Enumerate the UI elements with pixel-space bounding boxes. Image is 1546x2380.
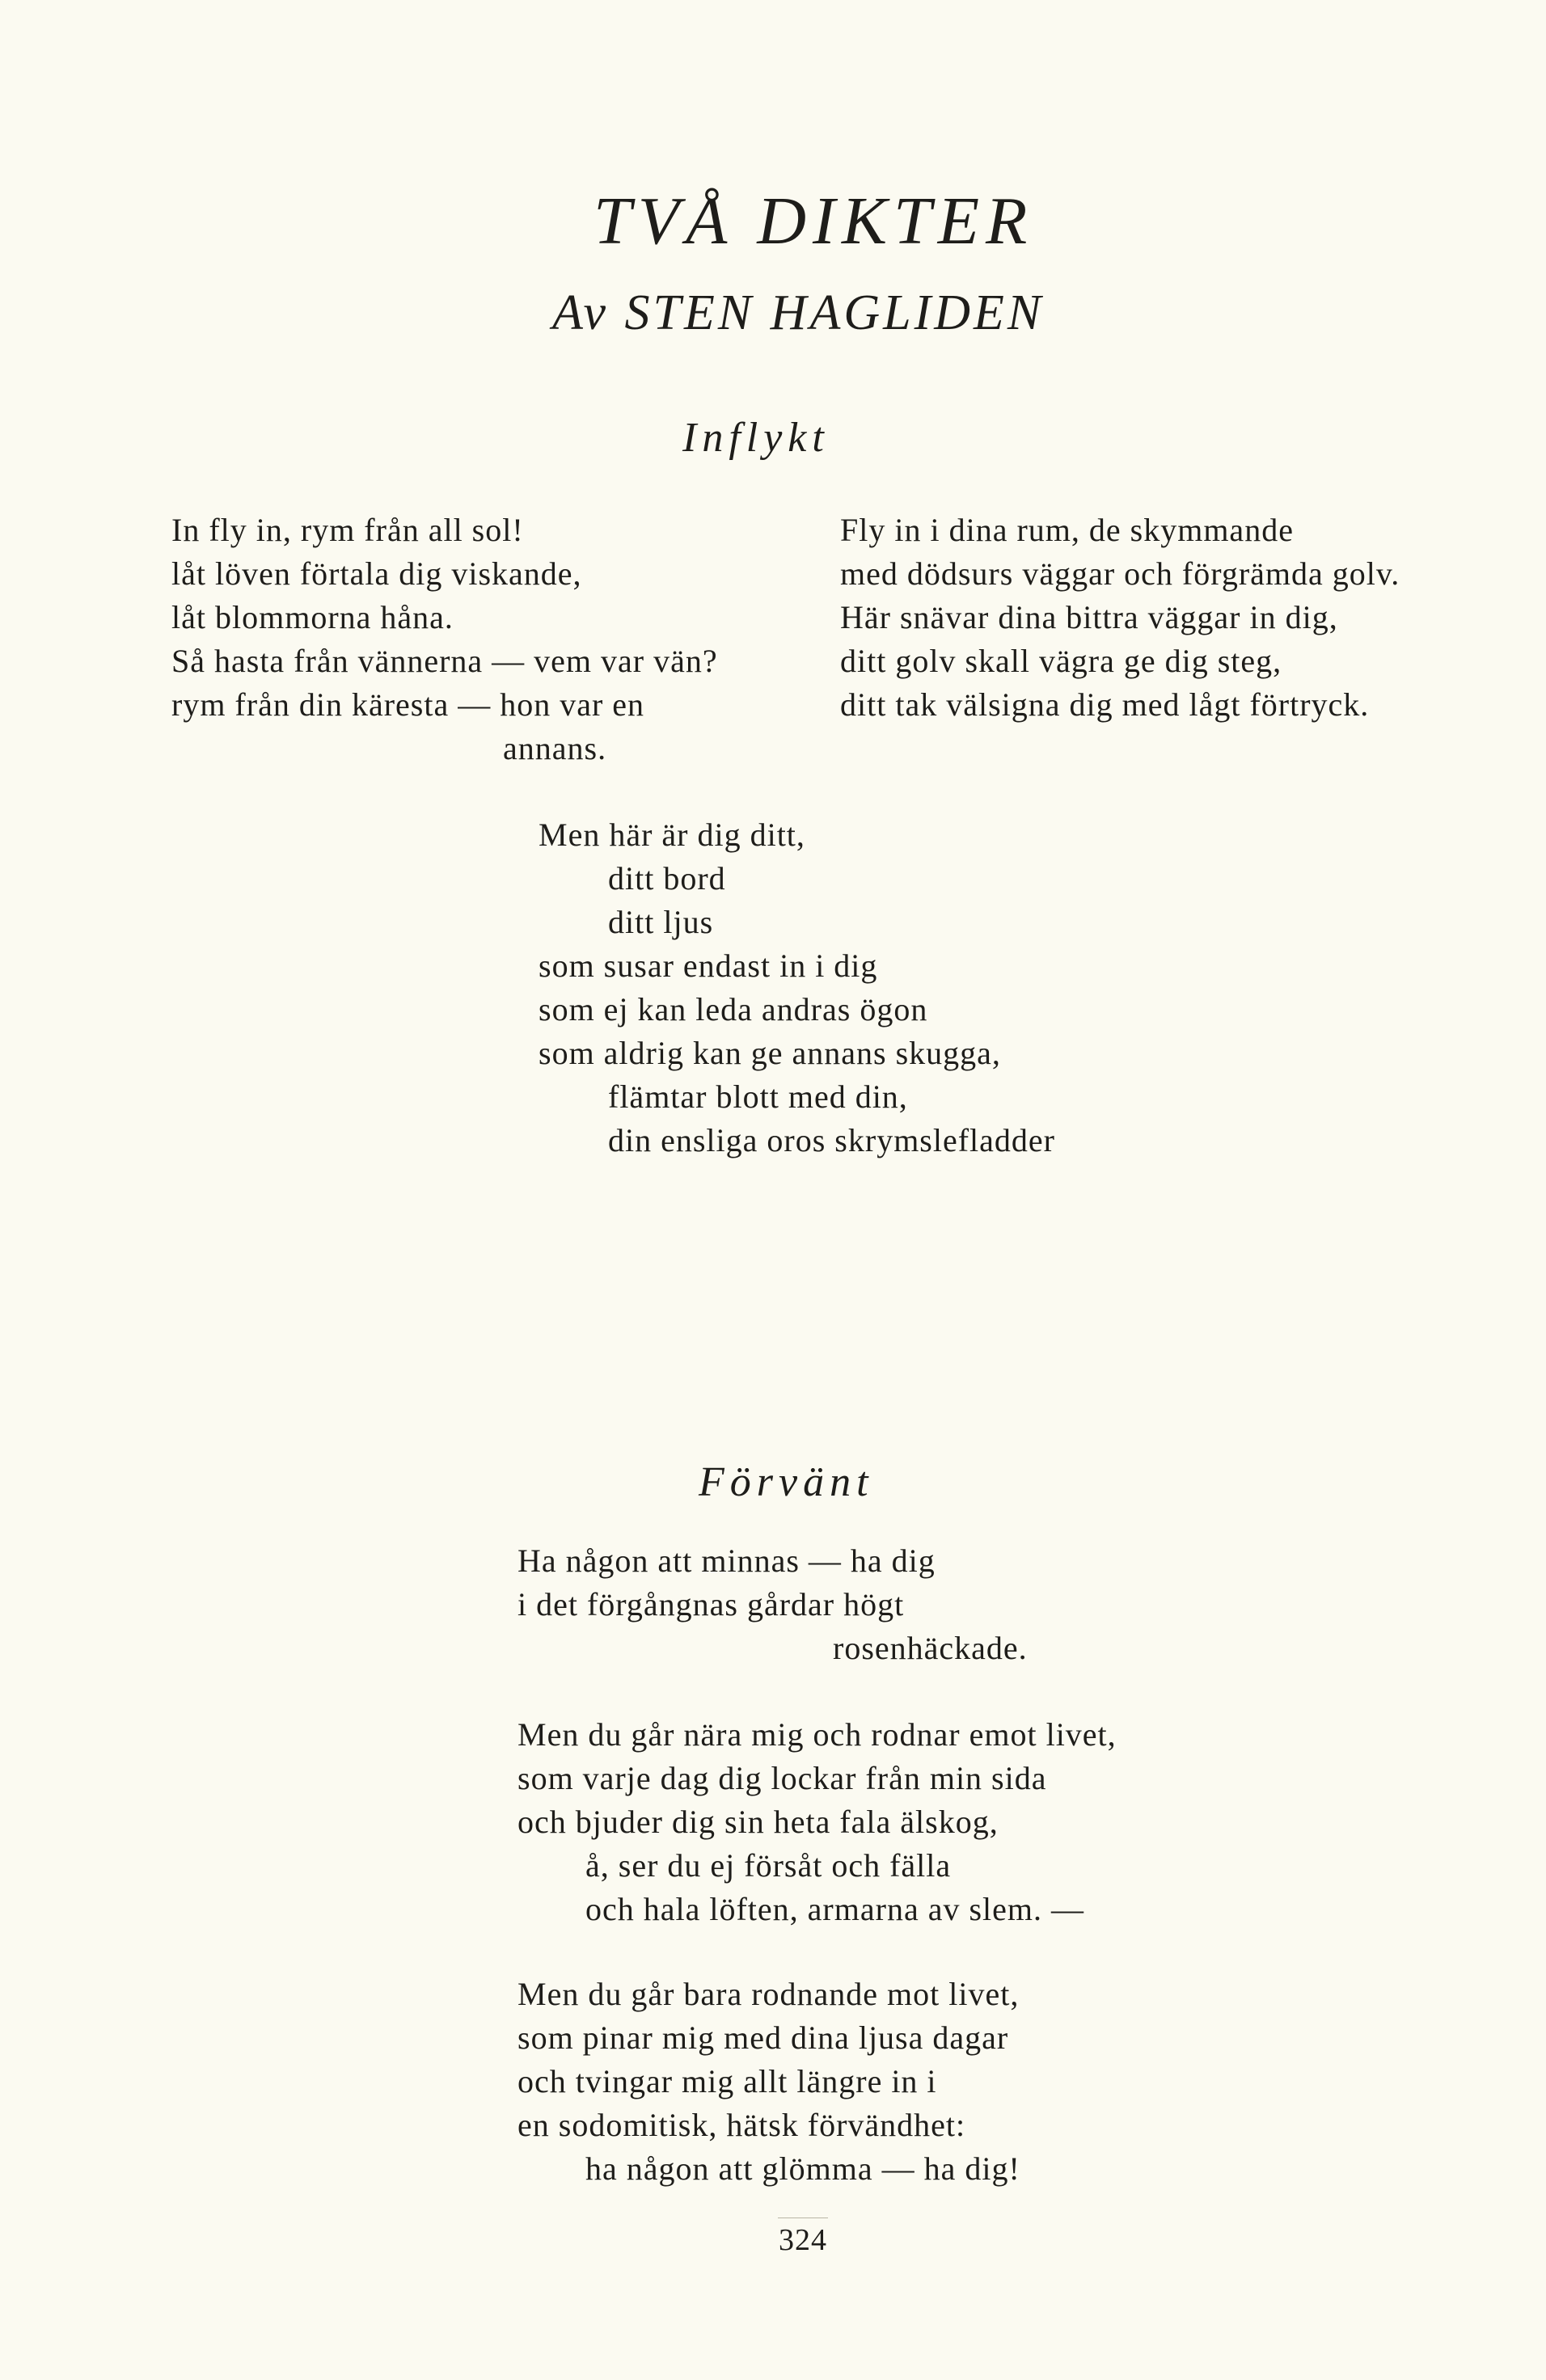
verse-line: en sodomitisk, hätsk förvändhet: — [517, 2107, 966, 2143]
verse-line: Men du går bara rodnande mot livet, — [517, 1976, 1020, 2012]
verse-line: som ej kan leda andras ögon — [539, 991, 928, 1028]
verse-line: Men här är dig ditt, — [539, 817, 805, 853]
verse-line: annans. — [503, 730, 607, 766]
poem1-left-stanza — [171, 508, 718, 770]
author-byline: Av STEN HAGLIDEN — [552, 285, 1045, 340]
verse-line: Här snävar dina bittra väggar in dig, — [840, 599, 1338, 635]
verse-line: rosenhäckade. — [833, 1630, 1028, 1666]
verse-line: Ha någon att minnas — ha dig — [517, 1542, 936, 1579]
verse-line: låt blommorna håna. — [171, 599, 454, 635]
page-number: 324 — [779, 2223, 827, 2257]
verse-line: och tvingar mig allt längre in i — [517, 2063, 937, 2099]
verse-line: som varje dag dig lockar från min sida — [517, 1760, 1047, 1796]
verse-line: ditt ljus — [608, 904, 714, 940]
poem-title-inflykt: Inflykt — [682, 415, 830, 461]
verse-line: ditt golv skall vägra ge dig steg, — [840, 643, 1282, 679]
page-title: TVÅ DIKTER — [593, 184, 1034, 259]
verse-line: ditt bord — [608, 860, 726, 897]
verse-line: som aldrig kan ge annans skugga, — [539, 1035, 1001, 1071]
verse-line: som susar endast in i dig — [539, 947, 878, 984]
poem1-right-stanza — [840, 508, 1400, 727]
verse-line: rym från din käresta — hon var en — [171, 686, 645, 723]
poem2-stanza-3 — [517, 1973, 1020, 2191]
poem1-center-stanza — [539, 813, 1055, 1163]
verse-line: ha någon att glömma — ha dig! — [585, 2150, 1020, 2187]
verse-line: å, ser du ej försåt och fälla — [585, 1847, 952, 1884]
poem-title-forvant: Förvänt — [699, 1459, 874, 1505]
verse-line: In fly in, rym från all sol! — [171, 512, 524, 548]
verse-line: din ensliga oros skrymslefladder — [608, 1122, 1055, 1158]
verse-line: flämtar blott med din, — [608, 1078, 908, 1115]
verse-line: ditt tak välsigna dig med lågt förtryck. — [840, 686, 1370, 723]
verse-line: och hala löften, armarna av slem. — — [585, 1891, 1084, 1927]
verse-line: och bjuder dig sin heta fala älskog, — [517, 1804, 999, 1840]
poem2-stanza-2 — [517, 1713, 1117, 1931]
poem2-stanza-1 — [517, 1539, 1028, 1670]
verse-line: som pinar mig med dina ljusa dagar — [517, 2019, 1009, 2056]
verse-line: i det förgångnas gårdar högt — [517, 1586, 905, 1623]
verse-line: Men du går nära mig och rodnar emot livet, — [517, 1716, 1117, 1753]
verse-line: Fly in i dina rum, de skymmande — [840, 512, 1294, 548]
verse-line: Så hasta från vännerna — vem var vän? — [171, 643, 718, 679]
verse-line: med dödsurs väggar och förgrämda golv. — [840, 555, 1400, 592]
verse-line: låt löven förtala dig viskande, — [171, 555, 582, 592]
